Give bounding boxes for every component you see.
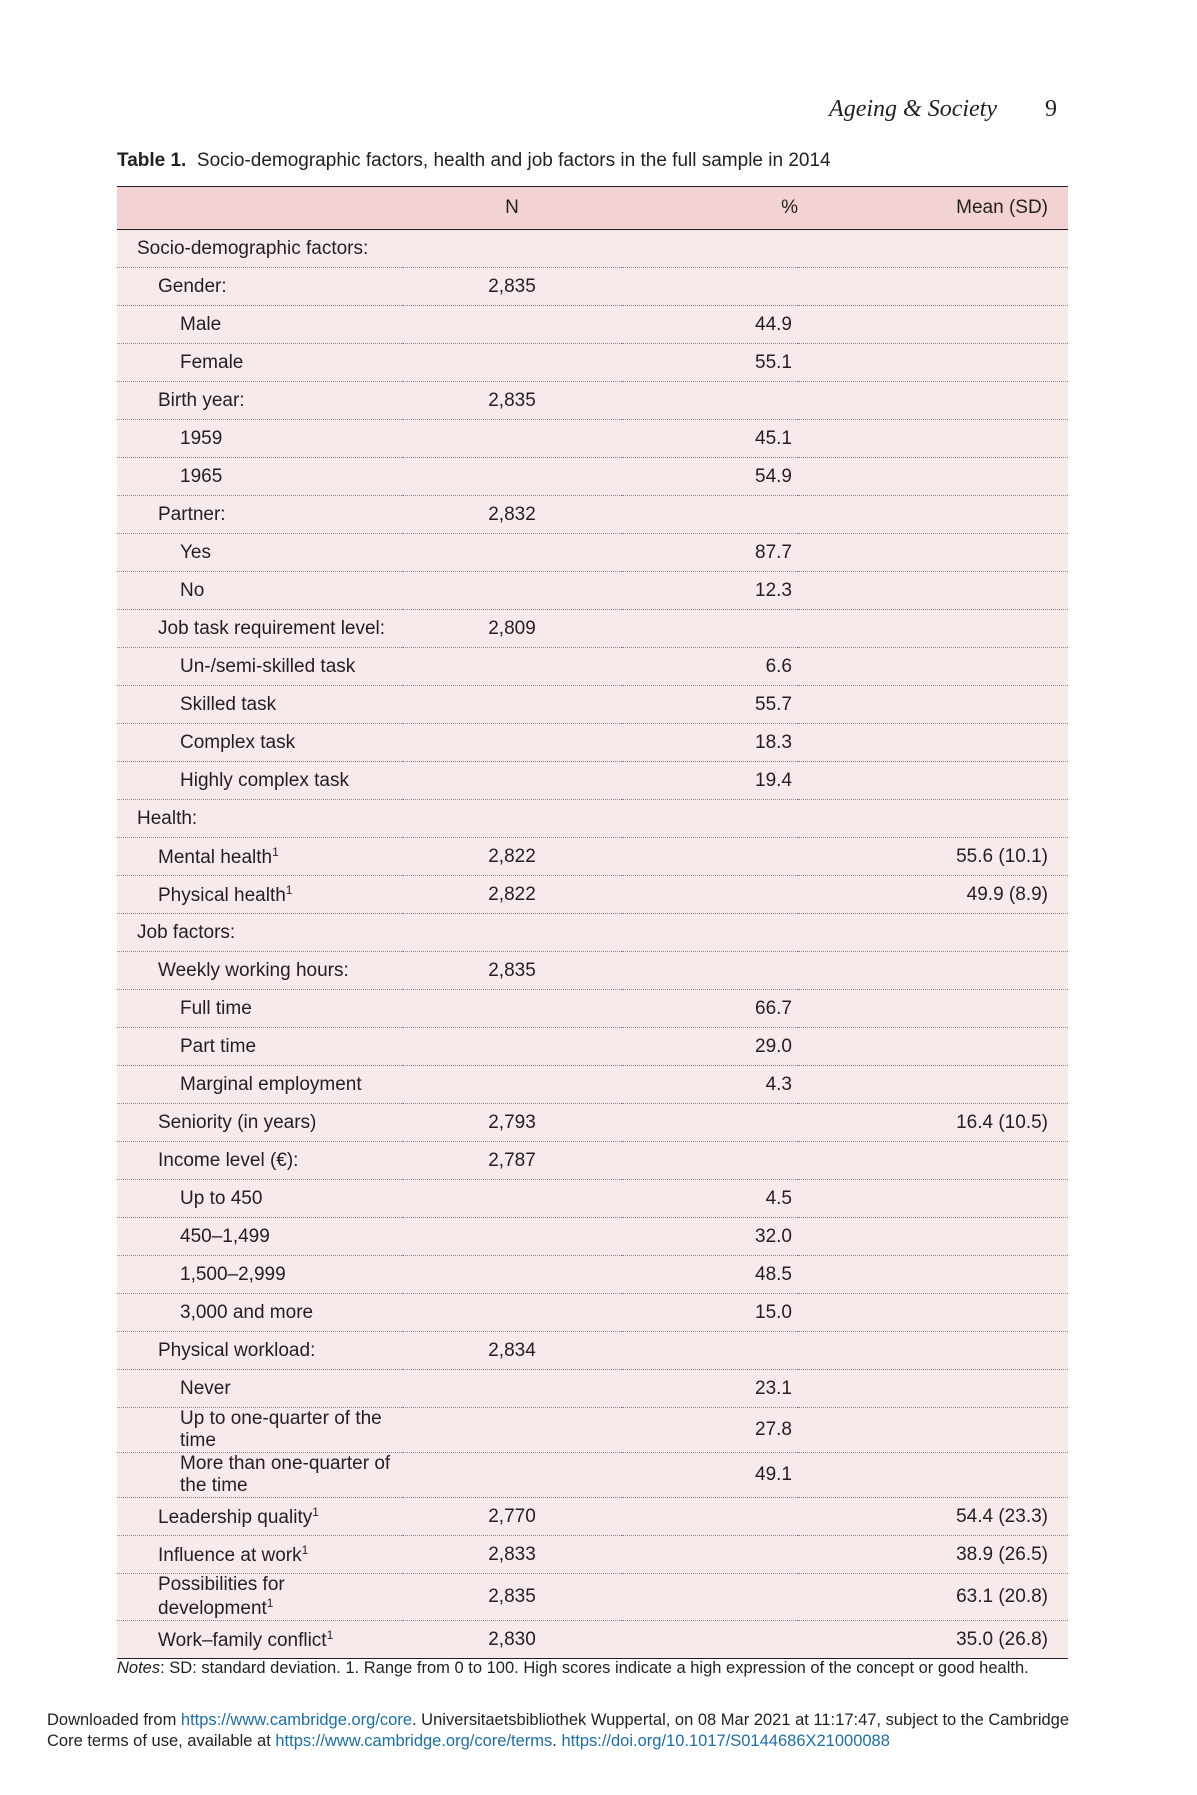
- row-percent: 87.7: [622, 534, 798, 572]
- row-percent: [622, 496, 798, 534]
- row-label: [117, 1332, 402, 1370]
- row-label: [117, 382, 402, 420]
- row-label: [117, 1104, 402, 1142]
- row-n: 2,809: [402, 610, 622, 648]
- row-label: [117, 572, 402, 610]
- row-percent: 12.3: [622, 572, 798, 610]
- journal-title: Ageing & Society: [829, 96, 997, 122]
- row-percent: 29.0: [622, 1028, 798, 1066]
- table-row: [117, 496, 1068, 534]
- terms-link[interactable]: https://www.cambridge.org/core/terms: [275, 1732, 553, 1750]
- row-label: [117, 1408, 402, 1453]
- table-row: [117, 1453, 1068, 1498]
- row-mean-sd: 63.1 (20.8): [798, 1574, 1068, 1621]
- data-table: [117, 186, 1068, 1659]
- row-percent: [622, 1104, 798, 1142]
- row-label-text: More than one-quarter of the time: [180, 1453, 391, 1496]
- row-percent: [622, 610, 798, 648]
- row-label: [117, 1028, 402, 1066]
- row-label-text: Socio-demographic factors:: [137, 237, 369, 259]
- row-mean-sd: [798, 648, 1068, 686]
- footer-prefix: Downloaded from: [47, 1711, 181, 1729]
- table-row: [117, 1104, 1068, 1142]
- row-n: [402, 648, 622, 686]
- row-label-text: Skilled task: [180, 693, 277, 715]
- row-label-text: Male: [180, 313, 222, 335]
- row-n: [402, 1028, 622, 1066]
- row-mean-sd: [798, 952, 1068, 990]
- row-percent: 15.0: [622, 1294, 798, 1332]
- row-n: 2,835: [402, 382, 622, 420]
- row-percent: 48.5: [622, 1256, 798, 1294]
- table-caption: [117, 150, 1067, 172]
- footer-separator: .: [552, 1732, 562, 1750]
- page-number: 9: [1045, 96, 1057, 122]
- row-percent: 4.5: [622, 1180, 798, 1218]
- row-label-text: Gender:: [158, 275, 227, 297]
- row-label-text: Highly complex task: [180, 769, 349, 791]
- table-row: [117, 534, 1068, 572]
- row-n: [402, 724, 622, 762]
- table-row: [117, 1621, 1068, 1659]
- table-row: [117, 990, 1068, 1028]
- row-percent: 66.7: [622, 990, 798, 1028]
- table-row: [117, 1256, 1068, 1294]
- table-header-row: [117, 187, 1068, 230]
- row-mean-sd: [798, 458, 1068, 496]
- row-n: 2,835: [402, 1574, 622, 1621]
- table-row: [117, 1332, 1068, 1370]
- row-label: [117, 914, 402, 952]
- row-percent: 23.1: [622, 1370, 798, 1408]
- row-label: [117, 952, 402, 990]
- row-label-text: Income level (€):: [158, 1149, 299, 1171]
- row-label: [117, 762, 402, 800]
- row-label: [117, 1294, 402, 1332]
- row-n: [402, 572, 622, 610]
- row-label: [117, 1370, 402, 1408]
- row-mean-sd: 49.9 (8.9): [798, 876, 1068, 914]
- row-n: [402, 1256, 622, 1294]
- row-label: [117, 648, 402, 686]
- row-percent: [622, 838, 798, 876]
- row-percent: 55.1: [622, 344, 798, 382]
- row-label: [117, 1536, 402, 1574]
- footnote-marker: 1: [272, 844, 279, 859]
- table-row: [117, 1408, 1068, 1453]
- table-body: [117, 230, 1068, 1659]
- row-label: [117, 876, 402, 914]
- row-percent: [622, 800, 798, 838]
- header-n: N: [402, 187, 622, 230]
- row-n: [402, 458, 622, 496]
- row-label-text: Part time: [180, 1035, 257, 1057]
- row-n: 2,822: [402, 876, 622, 914]
- row-label-text: Up to one-quarter of the time: [180, 1408, 382, 1451]
- footnote-marker: 1: [285, 882, 293, 897]
- row-percent: 44.9: [622, 306, 798, 344]
- table-row: [117, 838, 1068, 876]
- row-label: [117, 724, 402, 762]
- row-label: [117, 1574, 402, 1621]
- row-label-text: No: [180, 579, 205, 601]
- row-label-text: 1965: [180, 465, 223, 487]
- row-label: [117, 1066, 402, 1104]
- row-mean-sd: [798, 914, 1068, 952]
- row-label: [117, 268, 402, 306]
- table-row: [117, 268, 1068, 306]
- row-label-text: Partner:: [158, 503, 226, 525]
- row-mean-sd: [798, 1256, 1068, 1294]
- header-label: [117, 187, 402, 230]
- row-label-text: 1,500–2,999: [180, 1263, 286, 1285]
- row-n: [402, 762, 622, 800]
- table-row: [117, 1536, 1068, 1574]
- row-label-text: Physical workload:: [158, 1339, 316, 1361]
- row-label: [117, 420, 402, 458]
- row-n: [402, 534, 622, 572]
- table-row: [117, 724, 1068, 762]
- row-mean-sd: 16.4 (10.5): [798, 1104, 1068, 1142]
- row-mean-sd: [798, 1453, 1068, 1498]
- row-percent: 32.0: [622, 1218, 798, 1256]
- row-label-text: Yes: [180, 541, 211, 563]
- row-n: [402, 1180, 622, 1218]
- row-mean-sd: [798, 382, 1068, 420]
- row-percent: 18.3: [622, 724, 798, 762]
- row-percent: [622, 1574, 798, 1621]
- row-label: [117, 1498, 402, 1536]
- row-mean-sd: [798, 1066, 1068, 1104]
- table-row: [117, 306, 1068, 344]
- row-n: [402, 306, 622, 344]
- row-label-text: Influence at work: [158, 1544, 302, 1566]
- row-n: [402, 686, 622, 724]
- row-n: 2,833: [402, 1536, 622, 1574]
- row-n: 2,770: [402, 1498, 622, 1536]
- row-n: 2,830: [402, 1621, 622, 1659]
- row-label: [117, 1180, 402, 1218]
- row-mean-sd: [798, 686, 1068, 724]
- table-row: [117, 1498, 1068, 1536]
- row-percent: 4.3: [622, 1066, 798, 1104]
- row-mean-sd: [798, 306, 1068, 344]
- table-caption-label: Table 1.: [117, 150, 187, 171]
- footnote-marker: 1: [266, 1596, 274, 1610]
- row-percent: [622, 914, 798, 952]
- row-n: [402, 344, 622, 382]
- table-row: [117, 1066, 1068, 1104]
- row-mean-sd: 55.6 (10.1): [798, 838, 1068, 876]
- row-n: [402, 1370, 622, 1408]
- row-label: [117, 990, 402, 1028]
- row-label: [117, 686, 402, 724]
- row-percent: 19.4: [622, 762, 798, 800]
- row-percent: [622, 1142, 798, 1180]
- row-n: 2,835: [402, 952, 622, 990]
- core-link[interactable]: https://www.cambridge.org/core: [180, 1711, 413, 1729]
- row-label: [117, 838, 402, 876]
- table-row: [117, 800, 1068, 838]
- notes-label: Notes: [117, 1659, 161, 1677]
- row-label: [117, 534, 402, 572]
- row-label-text: Birth year:: [158, 389, 245, 411]
- header-mean-sd: Mean (SD): [798, 187, 1068, 230]
- row-label-text: Up to 450: [180, 1187, 263, 1209]
- row-mean-sd: [798, 762, 1068, 800]
- row-mean-sd: [798, 572, 1068, 610]
- download-footer: [47, 1710, 1157, 1752]
- row-label-text: Marginal employment: [180, 1073, 362, 1095]
- row-label: [117, 230, 402, 268]
- row-label: [117, 610, 402, 648]
- row-label: [117, 1621, 402, 1659]
- row-mean-sd: [798, 1370, 1068, 1408]
- notes-text: : SD: standard deviation. 1. Range from 0 to 100. High scores indicate a high expression of the concept or good health.: [160, 1659, 1029, 1677]
- table-row: [117, 458, 1068, 496]
- row-mean-sd: [798, 990, 1068, 1028]
- row-mean-sd: 54.4 (23.3): [798, 1498, 1068, 1536]
- table-row: [117, 1180, 1068, 1218]
- footer-line1-suffix: . Universitaetsbibliothek Wuppertal, on 08 Mar 2021 at 11:17:47, subject to the Cambridge: [412, 1711, 1070, 1729]
- row-mean-sd: [798, 344, 1068, 382]
- row-label: [117, 306, 402, 344]
- row-label-text: Leadership quality: [158, 1506, 313, 1528]
- row-label: [117, 496, 402, 534]
- row-percent: [622, 1621, 798, 1659]
- row-mean-sd: [798, 420, 1068, 458]
- row-percent: [622, 952, 798, 990]
- row-label: [117, 458, 402, 496]
- row-n: [402, 800, 622, 838]
- table-row: [117, 762, 1068, 800]
- row-percent: [622, 268, 798, 306]
- row-n: [402, 1453, 622, 1498]
- row-percent: [622, 876, 798, 914]
- footnote-marker: 1: [312, 1504, 319, 1519]
- row-percent: 55.7: [622, 686, 798, 724]
- row-label-text: Health:: [137, 807, 198, 829]
- row-mean-sd: [798, 610, 1068, 648]
- row-n: [402, 914, 622, 952]
- table-row: [117, 686, 1068, 724]
- row-mean-sd: [798, 724, 1068, 762]
- row-n: [402, 1218, 622, 1256]
- row-percent: 27.8: [622, 1408, 798, 1453]
- row-label-text: Un-/semi-skilled task: [180, 655, 356, 677]
- row-mean-sd: [798, 230, 1068, 268]
- row-label-text: Job factors:: [137, 921, 236, 943]
- footnote-marker: 1: [326, 1627, 334, 1642]
- row-mean-sd: [798, 1408, 1068, 1453]
- row-label-text: Never: [180, 1377, 231, 1399]
- row-label-text: 1959: [180, 427, 223, 449]
- row-n: [402, 990, 622, 1028]
- row-label-text: 450–1,499: [180, 1225, 270, 1247]
- row-label-text: Job task requirement level:: [158, 617, 386, 639]
- row-n: 2,822: [402, 838, 622, 876]
- row-label-text: Mental health: [158, 846, 273, 868]
- table-row: [117, 1218, 1068, 1256]
- table-row: [117, 1142, 1068, 1180]
- table-row: [117, 420, 1068, 458]
- header-percent: %: [622, 187, 798, 230]
- footnote-marker: 1: [301, 1542, 309, 1557]
- row-mean-sd: [798, 496, 1068, 534]
- table-row: [117, 914, 1068, 952]
- row-percent: 49.1: [622, 1453, 798, 1498]
- row-n: [402, 230, 622, 268]
- row-label: [117, 1256, 402, 1294]
- table-row: [117, 572, 1068, 610]
- row-label-text: Female: [180, 351, 244, 373]
- table-notes: [117, 1658, 1067, 1679]
- row-label-text: Work–family conflict: [158, 1629, 327, 1651]
- row-mean-sd: [798, 1294, 1068, 1332]
- table-row: [117, 1370, 1068, 1408]
- table-row: [117, 1574, 1068, 1621]
- row-label: [117, 1142, 402, 1180]
- row-label: [117, 344, 402, 382]
- table-row: [117, 344, 1068, 382]
- row-percent: [622, 1332, 798, 1370]
- table-row: [117, 648, 1068, 686]
- row-mean-sd: [798, 1028, 1068, 1066]
- row-label-text: Possibilities for development: [158, 1574, 285, 1619]
- row-percent: [622, 230, 798, 268]
- row-n: [402, 1408, 622, 1453]
- row-percent: [622, 1536, 798, 1574]
- row-label: [117, 1453, 402, 1498]
- row-percent: [622, 1498, 798, 1536]
- row-n: 2,834: [402, 1332, 622, 1370]
- row-mean-sd: [798, 534, 1068, 572]
- row-mean-sd: [798, 1180, 1068, 1218]
- row-n: 2,835: [402, 268, 622, 306]
- row-mean-sd: 35.0 (26.8): [798, 1621, 1068, 1659]
- table-caption-text: Socio-demographic factors, health and job factors in the full sample in 2014: [196, 150, 831, 171]
- row-percent: [622, 382, 798, 420]
- row-label-text: 3,000 and more: [180, 1301, 314, 1323]
- table-row: [117, 1294, 1068, 1332]
- row-label: [117, 1218, 402, 1256]
- row-mean-sd: [798, 1332, 1068, 1370]
- row-n: 2,793: [402, 1104, 622, 1142]
- row-n: [402, 420, 622, 458]
- row-label-text: Complex task: [180, 731, 296, 753]
- table-row: [117, 610, 1068, 648]
- row-mean-sd: 38.9 (26.5): [798, 1536, 1068, 1574]
- table-row: [117, 382, 1068, 420]
- row-percent: 45.1: [622, 420, 798, 458]
- row-n: [402, 1294, 622, 1332]
- row-percent: 54.9: [622, 458, 798, 496]
- row-percent: 6.6: [622, 648, 798, 686]
- row-label: [117, 800, 402, 838]
- row-label-text: Physical health: [158, 884, 286, 906]
- table-row: [117, 1028, 1068, 1066]
- row-mean-sd: [798, 1142, 1068, 1180]
- row-label-text: Seniority (in years): [158, 1111, 317, 1133]
- running-head: [829, 96, 1057, 123]
- table-row: [117, 952, 1068, 990]
- doi-link[interactable]: https://doi.org/10.1017/S0144686X21000088: [561, 1732, 890, 1750]
- row-mean-sd: [798, 1218, 1068, 1256]
- row-label-text: Full time: [180, 997, 252, 1019]
- table-row: [117, 230, 1068, 268]
- row-n: [402, 1066, 622, 1104]
- row-label-text: Weekly working hours:: [158, 959, 349, 981]
- row-n: 2,787: [402, 1142, 622, 1180]
- row-n: 2,832: [402, 496, 622, 534]
- footer-line2-prefix: Core terms of use, available at: [47, 1732, 276, 1750]
- table-row: [117, 876, 1068, 914]
- row-mean-sd: [798, 800, 1068, 838]
- row-mean-sd: [798, 268, 1068, 306]
